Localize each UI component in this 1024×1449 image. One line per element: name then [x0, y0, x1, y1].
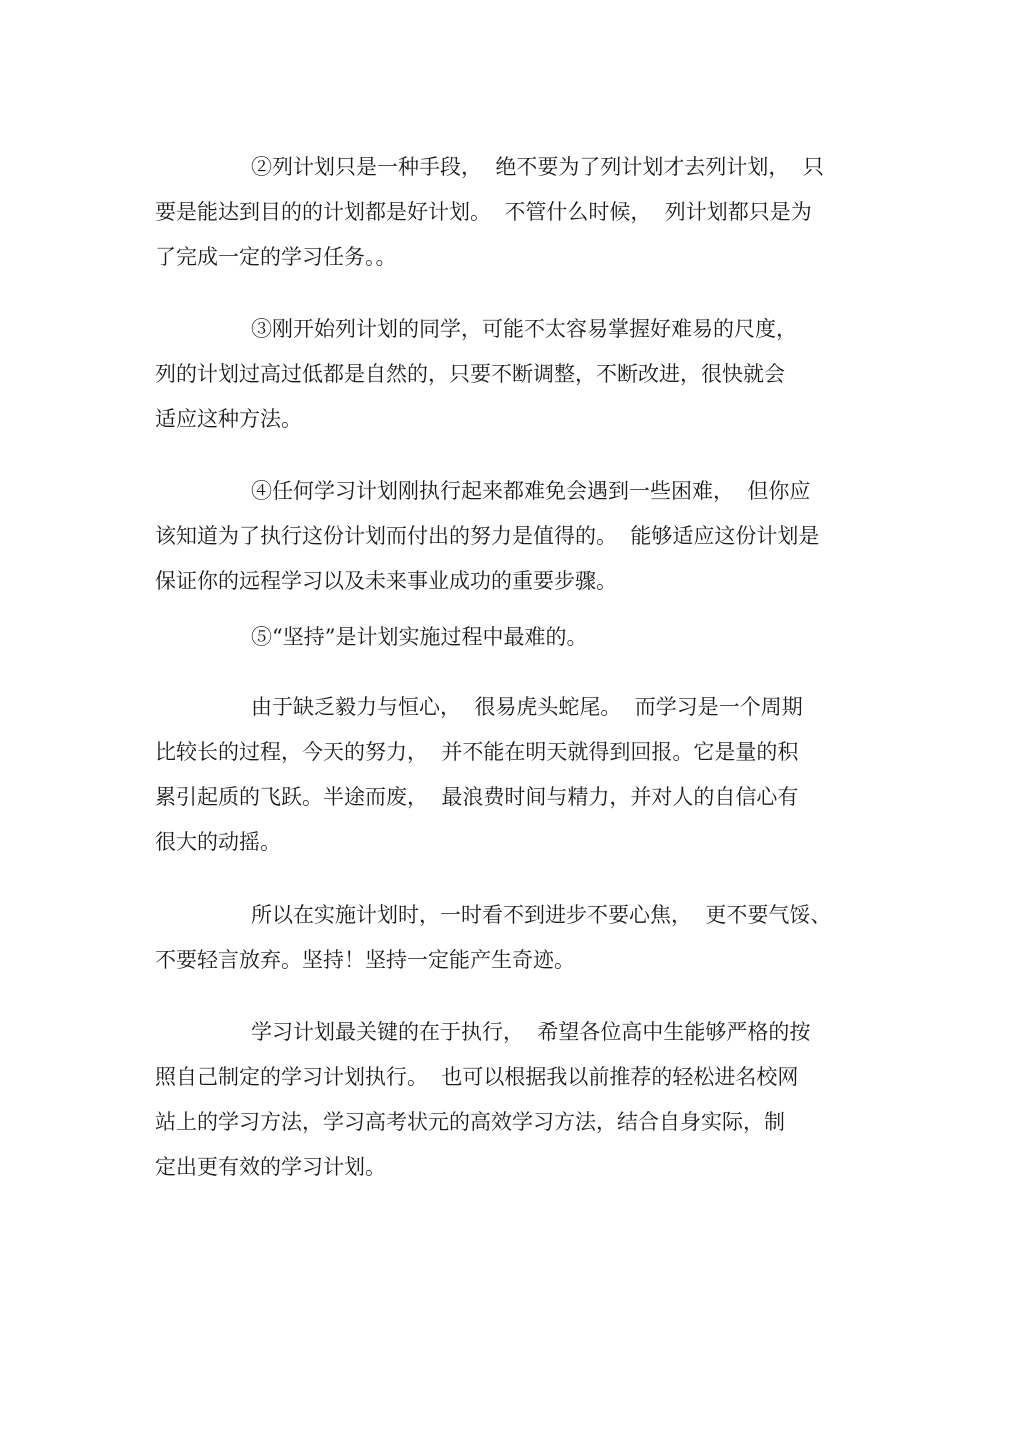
text-line: 站上的学习方法，学习高考状元的高效学习方法，结合自身实际，制 [155, 1110, 785, 1134]
text-line: 要是能达到目的的计划都是好计划。 不管什么时候， 列计划都只是为 [155, 200, 812, 224]
text-line: ⑤“坚持”是计划实施过程中最难的。 [251, 625, 588, 649]
paragraph-dont-give-up [155, 893, 875, 983]
paragraph-persistence-heading [155, 615, 875, 660]
text-line: 不要轻言放弃。坚持！坚持一定能产生奇迹。 [155, 948, 575, 972]
text-line: ②列计划只是一种手段， 绝不要为了列计划才去列计划， 只 [251, 155, 824, 179]
paragraph-lack-of-perseverance [155, 685, 875, 865]
text-line: 了完成一定的学习任务。。 [155, 245, 397, 269]
paragraph-difficulties [155, 469, 875, 604]
text-line: 很大的动摇。 [155, 830, 281, 854]
text-line: 定出更有效的学习计划。 [155, 1155, 386, 1179]
text-line: 列的计划过高过低都是自然的，只要不断调整，不断改进，很快就会 [155, 362, 785, 386]
text-line: 学习计划最关键的在于执行， 希望各位高中生能够严格的按 [251, 1020, 811, 1044]
text-line: 累引起质的飞跃。半途而废， 最浪费时间与精力，并对人的自信心有 [155, 785, 799, 809]
text-line: 该知道为了执行这份计划而付出的努力是值得的。 能够适应这份计划是 [155, 524, 820, 548]
text-line: 所以在实施计划时，一时看不到进步不要心焦， 更不要气馁、 [251, 903, 832, 927]
text-line: 比较长的过程，今天的努力， 并不能在明天就得到回报。它是量的积 [155, 740, 799, 764]
text-line: ③刚开始列计划的同学，可能不太容易掌握好难易的尺度， [251, 317, 797, 341]
text-line: 照自己制定的学习计划执行。 也可以根据我以前推荐的轻松进名校网 [155, 1065, 799, 1089]
text-line: 适应这种方法。 [155, 407, 302, 431]
paragraph-plan-is-means [155, 145, 875, 280]
text-line: 保证你的远程学习以及未来事业成功的重要步骤。 [155, 569, 617, 593]
paragraph-beginner-plans [155, 307, 875, 442]
text-line: 由于缺乏毅力与恒心， 很易虎头蛇尾。 而学习是一个周期 [251, 695, 803, 719]
text-line: ④任何学习计划刚执行起来都难免会遇到一些困难， 但你应 [251, 479, 811, 503]
paragraph-execution-key [155, 1010, 875, 1190]
